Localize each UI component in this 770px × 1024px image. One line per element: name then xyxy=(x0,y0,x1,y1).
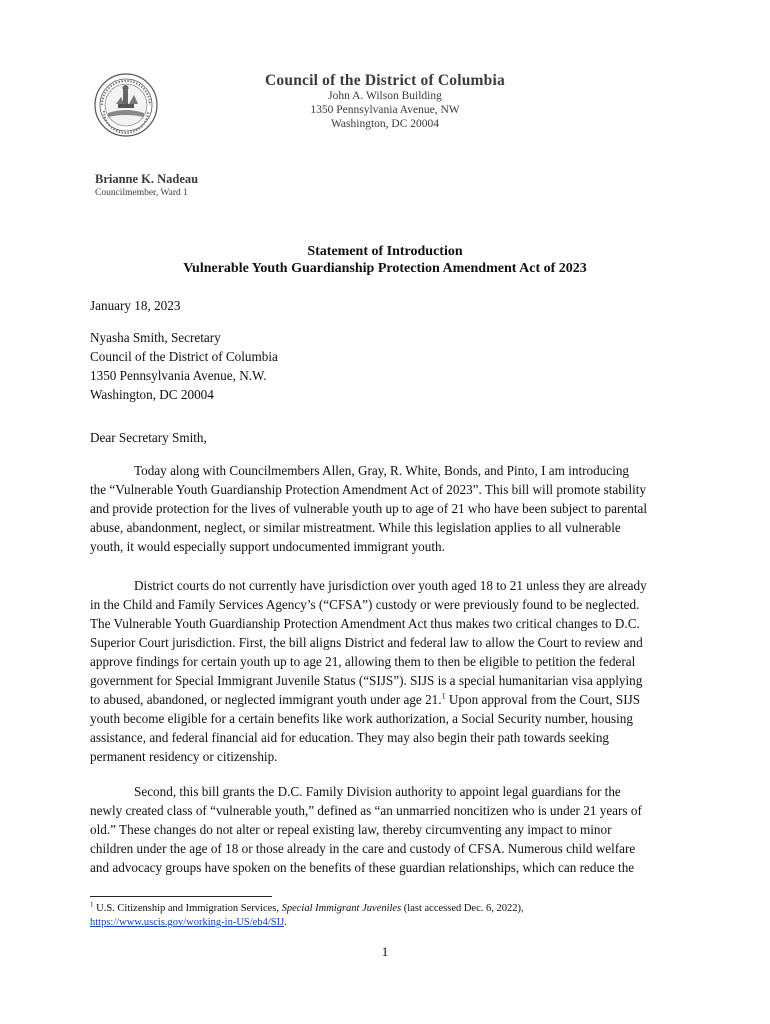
paragraph-line: The Vulnerable Youth Guardianship Protection Amendment Act thus makes two critical changes to D.C. xyxy=(90,616,640,631)
recipient-name: Nyasha Smith, Secretary xyxy=(90,330,221,345)
paragraph-line: and provide protection for the lives of vulnerable youth up to age of 21 who have been subject to parental xyxy=(90,501,647,516)
paragraph-line: in the Child and Family Services Agency’s (“CFSA”) custody or were previously found to be neglected. xyxy=(90,597,640,612)
paragraph-line: Second, this bill grants the D.C. Family Division authority to appoint legal guardians for the xyxy=(134,784,621,799)
footnote-reference[interactable]: 1 xyxy=(441,691,446,701)
paragraph-line: assistance, and federal financial aid for education. They may also begin their path towards seeking xyxy=(90,730,610,745)
paragraph-line: government for Special Immigrant Juvenile Status (“SIJS”). SIJS is a special humanitarian visa applying xyxy=(90,673,643,688)
sender-name: Brianne K. Nadeau xyxy=(95,172,199,186)
dc-council-seal-icon xyxy=(94,73,158,137)
letterhead xyxy=(200,72,570,131)
paragraph-line: District courts do not currently have jurisdiction over youth aged 18 to 21 unless they are already xyxy=(134,578,647,593)
recipient-address xyxy=(90,328,686,404)
paragraph-line: old.” These changes do not alter or repeal existing law, thereby circumventing any impact to minor xyxy=(90,822,612,837)
salutation: Dear Secretary Smith, xyxy=(90,430,207,445)
letterhead-street: 1350 Pennsylvania Avenue, NW xyxy=(310,104,460,116)
footnote xyxy=(90,902,686,930)
footnote-line-1 xyxy=(90,902,686,916)
page-number: 1 xyxy=(381,944,389,959)
title-line-1: Statement of Introduction xyxy=(307,244,463,259)
recipient-street: 1350 Pennsylvania Avenue, N.W. xyxy=(90,368,267,383)
line-text-start: to abused, abandoned, or neglected immigrant youth under age 21. xyxy=(90,692,442,707)
paragraph-line: permanent residency or citizenship. xyxy=(90,749,278,764)
paragraph-line: and advocacy groups have spoken on the benefits of these guardian relationships, which can reduce the xyxy=(90,860,635,875)
line-text-end: Upon approval from the Court, SIJS xyxy=(445,692,641,707)
paragraph-line-with-footnote xyxy=(90,690,686,709)
paragraph-line: approve findings for certain youth up to age 21, allowing them to then be eligible to petition the federal xyxy=(90,654,636,669)
paragraph-1 xyxy=(90,461,686,556)
footnote-marker: 1 xyxy=(90,900,94,909)
letterhead-city: Washington, DC 20004 xyxy=(330,118,439,130)
footnote-divider xyxy=(90,896,272,897)
letterhead-building: John A. Wilson Building xyxy=(328,90,442,102)
statement-title xyxy=(90,243,680,277)
recipient-city: Washington, DC 20004 xyxy=(90,387,214,402)
paragraph-line: Superior Court jurisdiction. First, the bill aligns District and federal law to allow the Court to review and xyxy=(90,635,643,650)
footnote-link[interactable]: https://www.uscis.gov/working-in-US/eb4/SIJ xyxy=(90,917,285,928)
paragraph-line: newly created class of “vulnerable youth,” defined as “an unmarried noncitizen who is under 21 years of xyxy=(90,803,642,818)
letter-date: January 18, 2023 xyxy=(90,298,181,313)
footnote-text-after: (last accessed Dec. 6, 2022), xyxy=(401,903,524,914)
paragraph-line: the “Vulnerable Youth Guardianship Protection Amendment Act of 2023”. This bill will promote stability xyxy=(90,482,647,497)
footnote-line-2 xyxy=(90,916,686,930)
footnote-text-before: U.S. Citizenship and Immigration Services, xyxy=(93,903,282,914)
paragraph-line: youth become eligible for a certain benefits like work authorization, a Social Security number, housing xyxy=(90,711,633,726)
sender-block xyxy=(95,171,198,200)
letterhead-organization: Council of the District of Columbia xyxy=(265,72,505,89)
paragraph-line: abuse, abandonment, neglect, or similar mistreatment. While this legislation applies to all vulnerable xyxy=(90,520,621,535)
sender-title: Councilmember, Ward 1 xyxy=(95,188,188,198)
title-line-2: Vulnerable Youth Guardianship Protection Amendment Act of 2023 xyxy=(183,261,587,276)
paragraph-line: Today along with Councilmembers Allen, Gray, R. White, Bonds, and Pinto, I am introducing xyxy=(134,463,630,478)
paragraph-3 xyxy=(90,782,686,877)
paragraph-2 xyxy=(90,576,686,766)
paragraph-line: children under the age of 18 or those already in the care and custody of CFSA. Numerous child welfare xyxy=(90,841,636,856)
footnote-italic-title: Special Immigrant Juveniles xyxy=(281,903,402,914)
paragraph-line: youth, it would especially support undocumented immigrant youth. xyxy=(90,539,445,554)
recipient-org: Council of the District of Columbia xyxy=(90,349,278,364)
footnote-link-suffix: . xyxy=(284,917,287,928)
